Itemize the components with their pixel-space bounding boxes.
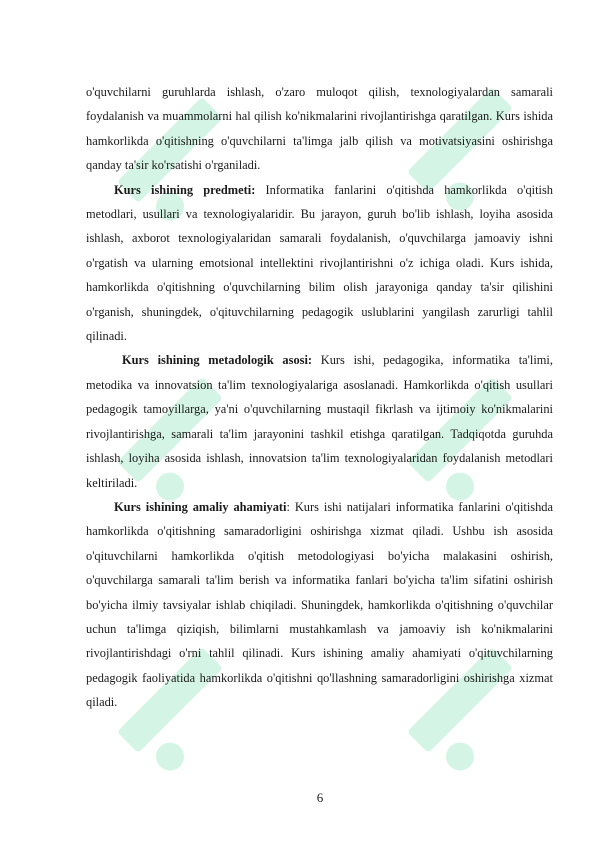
- paragraph-text: : Kurs ishi natijalari informatika fanlarini o'qitishda hamkorlikda o'qitishning samaradorligini oshirishga xizmat qiladi. Ushbu ish asosida o'qituvchilarni hamkorlikda o'qitish metodologiyasi bo'yicha malakasini oshirish, o'quvchilarga samarali ta'lim berish va informatika fanlari bo'yicha ta'lim sifatini oshirish bo'yicha ilmiy tavsiyalar ishlab chiqiladi. Shuningdek, hamkorlikda o'qitishning o'quvchilar uchun ta'limga qiziqish, bilimlarni mustahkamlash va jamoaviy ish ko'nikmalarini rivojlantirishdagi o'rni tahlil qilinadi. Kurs ishining amaliy ahamiyati o'qituvchilarning pedagogik faoliyatida hamkorlikda o'qitishni qo'llashning samaradorligini oshirishga xizmat qiladi.: [86, 499, 553, 710]
- paragraph-subject: [86, 178, 553, 349]
- paragraph-text: Kurs ishi, pedagogika, informatika ta'limi, metodika va innovatsion ta'lim texnologiyalariga asoslanadi. Hamkorlikda o'qitish usullari pedagogik tamoyillarga, ya'ni o'quvchilarning mustaqil fikrlash va ijtimoiy ko'nikmalarini rivojlantirishga, samarali ta'lim jarayonini tashkil etishga qaratilgan. Tadqiqotda guruhda ishlash, loyiha asosida ishlash, innovatsion ta'lim texnologiyalaridan foydalanish metodlari keltiriladi.: [86, 353, 553, 490]
- page-body: [86, 80, 553, 715]
- paragraph-practical: [86, 495, 553, 715]
- paragraph-intro-continuation: [86, 80, 553, 178]
- paragraph-heading: Kurs ishining predmeti:: [114, 182, 256, 197]
- paragraph-methodology: [86, 348, 553, 494]
- paragraph-text: o'quvchilarni guruhlarda ishlash, o'zaro muloqot qilish, texnologiyalardan samarali foydalanish va muammolarni hal qilish ko'nikmalarini rivojlantirishga qaratilgan. Kurs ishida hamkorlikda o'qitishning o'quvchilarni ta'limga jalb qilish va motivatsiyasini oshirishga qanday ta'sir ko'rsatishi o'rganiladi.: [86, 85, 553, 173]
- paragraph-heading: Kurs ishining amaliy ahamiyati: [114, 499, 287, 514]
- paragraph-text: Informatika fanlarini o'qitishda hamkorlikda o'qitish metodlari, usullari va texnologiyalaridir. Bu jarayon, guruh bo'lib ishlash, loyiha asosida ishlash, axborot texnologiyalaridan samarali foydalanish, o'quvchilarga jamoaviy ishni o'rgatish va ularning emotsional intellektini rivojlantirishni o'z ichiga oladi. Kurs ishida, hamkorlikda o'qitishning o'quvchilarning bilim olish jarayoniga qanday ta'sir qilishini o'rganish, shuningdek, o'qituvchilarning pedagogik uslublarini yangilash zarurligi tahlil qilinadi.: [86, 182, 553, 344]
- paragraph-heading: Kurs ishining metadologik asosi:: [122, 353, 313, 368]
- page-number: 6: [316, 790, 324, 805]
